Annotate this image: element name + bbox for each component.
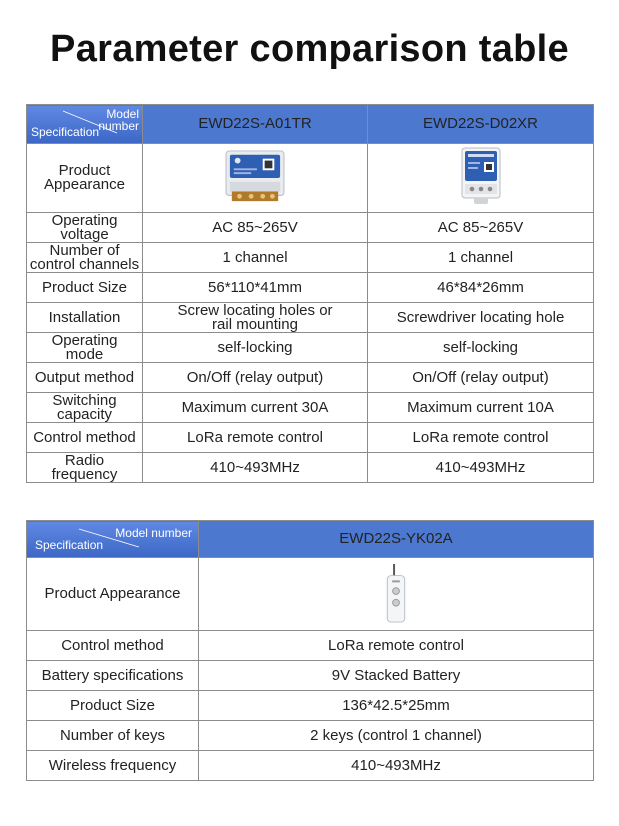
row-label: Product Appearance — [27, 144, 143, 213]
row-label: Number of keys — [27, 721, 199, 751]
table-row — [27, 243, 594, 273]
model-yk02a: EWD22S-YK02A — [199, 521, 594, 558]
header-row — [27, 105, 594, 144]
cell-value: 56*110*41mm — [143, 273, 368, 303]
table-row — [27, 453, 594, 483]
cell-value: 9V Stacked Battery — [199, 661, 594, 691]
cell-value: AC 85~265V — [368, 213, 594, 243]
cell-value: self-locking — [143, 333, 368, 363]
corner-spec-label: Specification — [31, 125, 100, 139]
cell-value: LoRa remote control — [143, 423, 368, 453]
cell-value: Maximum current 30A — [143, 393, 368, 423]
row-label: Operating voltage — [27, 213, 143, 243]
cell-value: 1 channel — [368, 243, 594, 273]
row-label: Wireless frequency — [27, 751, 199, 781]
model-a01tr: EWD22S-A01TR — [143, 105, 368, 144]
cell-value: 1 channel — [143, 243, 368, 273]
corner-cell — [27, 105, 143, 144]
cell-value: 410~493MHz — [199, 751, 594, 781]
row-label: Radio frequency — [27, 453, 143, 483]
table-row — [27, 303, 594, 333]
cell-value: 410~493MHz — [368, 453, 594, 483]
corner-model-label: Model number — [115, 526, 192, 540]
row-label: Product Size — [27, 273, 143, 303]
comparison-table-2 — [26, 520, 594, 781]
row-label: Number of control channels — [27, 243, 143, 273]
relay-module-d02xr-image — [456, 146, 506, 208]
table-row — [27, 721, 594, 751]
table-row — [27, 144, 594, 213]
table-row — [27, 751, 594, 781]
cell-value: Screwdriver locating hole — [368, 303, 594, 333]
corner-spec-label: Specification — [35, 538, 104, 552]
table-row — [27, 661, 594, 691]
row-label: Installation — [27, 303, 143, 333]
cell-value: LoRa remote control — [368, 423, 594, 453]
table-row — [27, 363, 594, 393]
page-title: Parameter comparison table — [50, 28, 569, 70]
remote-control-image — [383, 562, 409, 624]
corner-cell — [27, 521, 199, 558]
cell-value: AC 85~265V — [143, 213, 368, 243]
cell-value: On/Off (relay output) — [143, 363, 368, 393]
table-row — [27, 691, 594, 721]
table-row — [27, 393, 594, 423]
row-label: Control method — [27, 423, 143, 453]
table-row — [27, 558, 594, 631]
table-row — [27, 213, 594, 243]
cell-value: LoRa remote control — [199, 631, 594, 661]
cell-value: 2 keys (control 1 channel) — [199, 721, 594, 751]
cell-value: 136*42.5*25mm — [199, 691, 594, 721]
cell-value: 46*84*26mm — [368, 273, 594, 303]
row-label: Switching capacity — [27, 393, 143, 423]
table-row — [27, 273, 594, 303]
cell-value: Maximum current 10A — [368, 393, 594, 423]
product-image-a01tr — [143, 144, 368, 213]
row-label: Output method — [27, 363, 143, 393]
table-row — [27, 631, 594, 661]
row-label: Product Appearance — [27, 558, 199, 631]
comparison-table-1 — [26, 104, 594, 483]
cell-value: Screw locating holes or rail mounting — [143, 303, 368, 333]
model-d02xr: EWD22S-D02XR — [368, 105, 594, 144]
row-label: Product Size — [27, 691, 199, 721]
header-row — [27, 521, 594, 558]
table-row — [27, 423, 594, 453]
product-image-d02xr — [368, 144, 594, 213]
corner-model-label: Model number — [98, 107, 139, 133]
product-image-yk02a — [199, 558, 594, 631]
row-label: Operating mode — [27, 333, 143, 363]
cell-value: 410~493MHz — [143, 453, 368, 483]
row-label: Battery specifications — [27, 661, 199, 691]
cell-value: On/Off (relay output) — [368, 363, 594, 393]
relay-module-a01tr-image — [219, 149, 291, 205]
table-row — [27, 333, 594, 363]
cell-value: self-locking — [368, 333, 594, 363]
row-label: Control method — [27, 631, 199, 661]
